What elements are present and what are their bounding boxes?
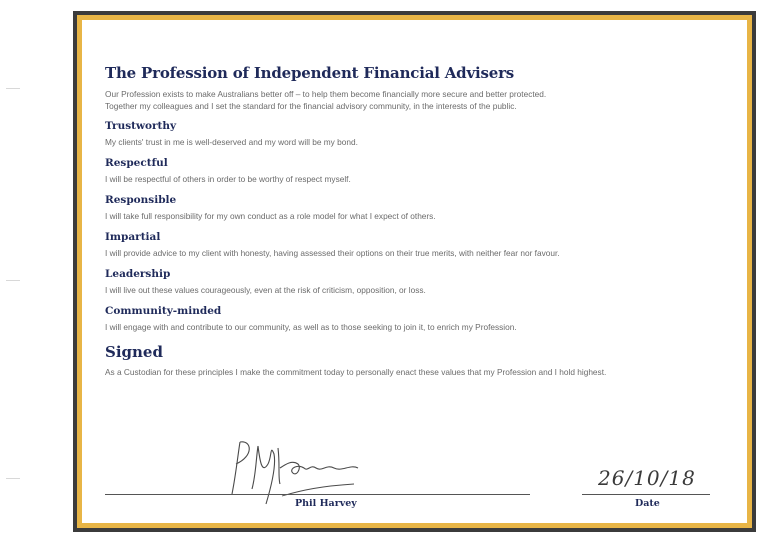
date-label: Date — [635, 498, 660, 509]
value-heading: Impartial — [105, 231, 161, 243]
value-impartial — [105, 231, 725, 259]
value-leadership — [105, 268, 725, 296]
value-heading: Trustworthy — [105, 120, 177, 132]
value-text: I will engage with and contribute to our community, as well as to those seeking to join it, to enrich my Profession. — [105, 322, 517, 332]
date-line — [582, 494, 710, 495]
value-heading: Respectful — [105, 157, 168, 169]
value-respectful — [105, 157, 725, 185]
intro-line-1: Our Profession exists to make Australians better off – to help them become financially more secure and better protected. — [105, 89, 547, 99]
handwritten-date: 26/10/18 — [598, 466, 696, 490]
value-heading: Responsible — [105, 194, 177, 206]
certificate-frame — [73, 11, 756, 532]
scan-artifact — [6, 280, 20, 281]
value-heading: Community-minded — [105, 305, 222, 317]
signed-heading: Signed — [105, 343, 163, 361]
certificate-body — [82, 20, 747, 523]
signatory-name: Phil Harvey — [295, 498, 357, 509]
intro-line-2: Together my colleagues and I set the standard for the financial advisory community, in the interests of the public. — [105, 101, 517, 111]
value-trustworthy — [105, 120, 725, 148]
value-community-minded — [105, 305, 725, 333]
value-text: My clients' trust in me is well-deserved and my word will be my bond. — [105, 137, 358, 147]
certificate-gold-border — [77, 15, 752, 528]
certificate-title: The Profession of Independent Financial Advisers — [105, 64, 515, 82]
signature-line — [105, 494, 530, 495]
value-heading: Leadership — [105, 268, 171, 280]
certificate-intro — [105, 88, 725, 112]
value-text: I will live out these values courageously, even at the risk of criticism, opposition, or loss. — [105, 285, 426, 295]
value-text: I will provide advice to my client with honesty, having assessed their options on their true merits, with neither fear nor favour. — [105, 248, 560, 258]
scan-artifact — [6, 88, 20, 89]
certificate-content — [105, 64, 725, 377]
value-responsible — [105, 194, 725, 222]
value-text: I will take full responsibility for my own conduct as a role model for what I expect of others. — [105, 211, 436, 221]
signed-statement: As a Custodian for these principles I make the commitment today to personally enact these values that my Profession and I hold highest. — [105, 367, 607, 377]
value-text: I will be respectful of others in order to be worthy of respect myself. — [105, 174, 351, 184]
scan-artifact — [6, 478, 20, 479]
